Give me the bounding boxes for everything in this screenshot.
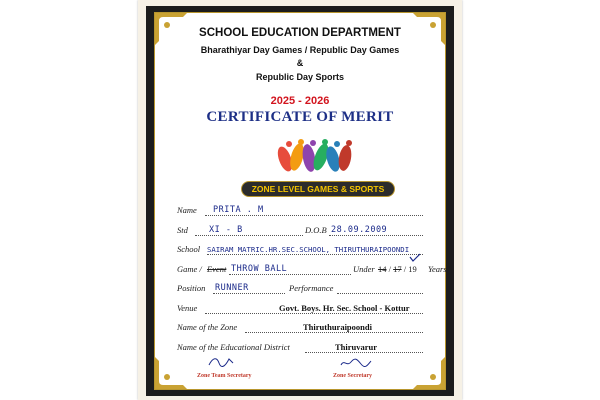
position-value: RUNNER (215, 283, 249, 293)
department-heading: SCHOOL EDUCATION DEPARTMENT (199, 27, 401, 39)
dob-value: 28.09.2009 (331, 225, 388, 235)
under-17: 17 (393, 264, 402, 274)
dob-label: D.O.B (305, 225, 327, 235)
district-label: Name of the Educational District (177, 342, 290, 352)
std-label: Std (177, 225, 188, 235)
sports-line: Republic Day Sports (255, 72, 345, 82)
std-row (177, 223, 423, 237)
years-label: Years (428, 264, 447, 274)
school-row (177, 242, 423, 256)
game-label: Game / (177, 264, 202, 274)
name-value: PRITA . M (213, 205, 264, 215)
district-value: Thiruvarur (335, 342, 378, 352)
std-value: XI - B (209, 225, 243, 235)
ampersand: & (296, 58, 304, 68)
zone-value: Thiruthuraipoondi (303, 322, 372, 332)
venue-value: Govt. Boys. Hr. Sec. School - Kottur (279, 303, 410, 313)
venue-label: Venue (177, 303, 198, 313)
certificate-body (154, 12, 446, 390)
under-ages: 14 / 17 / 19 (378, 264, 417, 274)
under-14: 14 (378, 264, 387, 274)
event-label: Event (207, 264, 227, 274)
venue-row (177, 301, 423, 315)
signature-scribble-icon (207, 355, 235, 369)
school-label: School (177, 244, 201, 254)
zone-team-secretary-signature: Zone Team Secretary (197, 373, 252, 379)
tick-mark-icon (409, 253, 421, 262)
zone-row (177, 320, 423, 334)
performance-label: Performance (289, 283, 334, 293)
zone-label: Name of the Zone (177, 322, 238, 332)
sports-silhouettes-icon (275, 137, 359, 177)
game-row (177, 262, 447, 276)
signature-scribble-icon (339, 357, 373, 369)
game-value: THROW BALL (231, 264, 288, 274)
certificate-title: CERTIFICATE OF MERIT (206, 109, 394, 125)
position-row (177, 281, 423, 295)
level-banner: ZONE LEVEL GAMES & SPORTS (241, 181, 395, 197)
academic-year: 2025 - 2026 (270, 95, 330, 107)
under-19: 19 (408, 264, 417, 274)
name-row (177, 203, 423, 217)
corner-ornament-icon (153, 355, 189, 391)
position-label: Position (177, 283, 206, 293)
certificate (138, 0, 462, 400)
under-label: Under (353, 264, 375, 274)
name-label: Name (177, 205, 197, 215)
zone-secretary-signature: Zone Secretary (333, 373, 373, 379)
district-row (177, 340, 423, 354)
school-value: SAIRAM MATRIC.HR.SEC.SCHOOL, THIRUTHURAIPOONDI (207, 245, 410, 254)
games-line: Bharathiyar Day Games / Republic Day Games (200, 45, 400, 55)
corner-ornament-icon (411, 355, 447, 391)
certificate-border (146, 6, 454, 396)
